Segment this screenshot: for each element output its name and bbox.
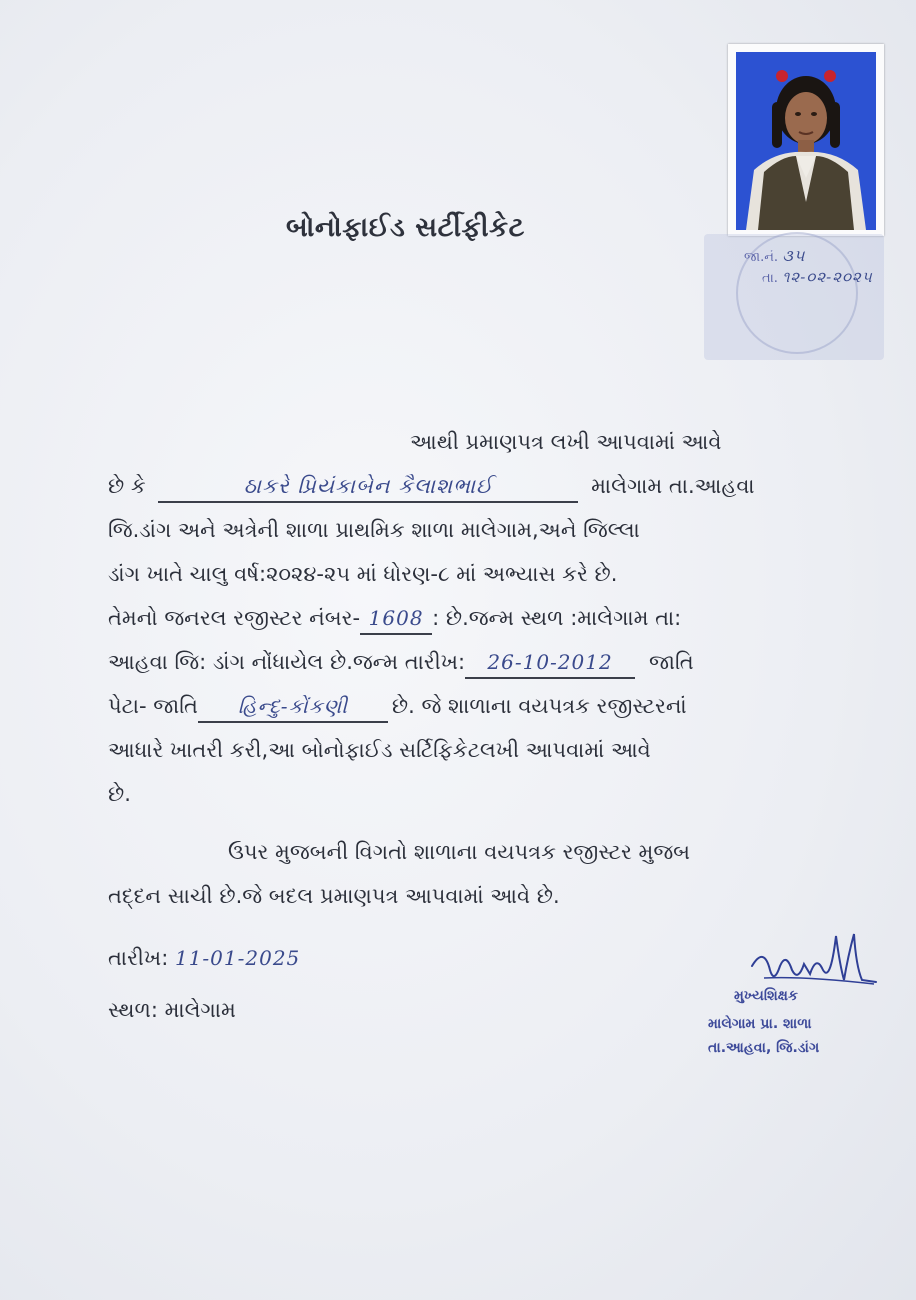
line6-prefix: આહવા જિ: ડાંગ નોંધાયેલ છે.જન્મ તારીખ:: [108, 650, 466, 674]
stamp-date-value: ૧૨-૦૨-૨૦૨૫: [782, 268, 873, 286]
line5-suffix: : છે.જન્મ સ્થળ :માલેગામ તા:: [432, 606, 682, 630]
school-seal-stamp: [704, 234, 884, 360]
line6-suffix: જાતિ: [649, 650, 694, 674]
para2-line-1: ઉપર મુજબની વિગતો શાળાના વયપત્રક રજીસ્ટર મુજબ: [228, 840, 691, 864]
footer-place-label: સ્થળ:: [108, 998, 158, 1022]
line5-prefix: તેમનો જનરલ રજીસ્ટર નંબર-: [108, 606, 361, 630]
footer-date: [108, 936, 808, 980]
footer-place: [108, 988, 808, 1032]
stamp-jan-value: ૩૫: [782, 246, 806, 265]
line2-prefix: છે કે: [108, 474, 146, 498]
para2-line-2: તદ્દન સાચી છે.જે બદલ પ્રમાણપત્ર આપવામાં આવે છે.: [108, 884, 560, 908]
student-portrait: [736, 52, 876, 230]
line2-suffix: માલેગામ તા.આહવા: [591, 474, 755, 498]
register-number-field: 1608: [360, 603, 432, 635]
body-line-2: [108, 464, 808, 508]
body-line-6: [108, 640, 808, 684]
body-line-4: ડાંગ ખાતે ચાલુ વર્ષ:૨૦૨૪-૨૫ માં ધોરણ-૮ માં અભ્યાસ કરે છે.: [108, 562, 618, 586]
footer-place-value: માલેગામ: [164, 998, 236, 1022]
body-line-3: જિ.ડાંગ અને અત્રેની શાળા પ્રાથમિક શાળા માલેગામ,અને જિલ્લા: [108, 518, 640, 542]
signature-role: મુખ્યશિક્ષક: [734, 988, 798, 1004]
footer-date-value: 11-01-2025: [174, 946, 301, 970]
signature-address: તા.આહવા, જિ.ડાંગ: [708, 1040, 820, 1056]
body-line-5: [108, 596, 808, 640]
student-photo: [728, 44, 884, 236]
footer-date-label: તારીખ:: [108, 946, 169, 970]
line7-prefix: પેટા- જાતિ: [108, 694, 198, 718]
body-line-7: [108, 684, 808, 728]
handwritten-signature: [744, 926, 894, 996]
student-name-field: ઠાકરે પ્રિયંકાબેન કૈલાશભાઈ: [158, 471, 578, 503]
body-line-8: આધારે ખાતરી કરી,આ બોનોફાઈડ સર્ટિફિકેટલખી આપવામાં આવે: [108, 738, 651, 762]
stamp-date-label: તા.: [762, 271, 778, 286]
caste-field: હિન્દુ-કોંકણી: [198, 691, 388, 723]
birth-date-field: 26-10-2012: [465, 647, 635, 679]
body-line-9: છે.: [108, 782, 131, 806]
stamp-jan-label: જા.નં.: [744, 250, 779, 265]
certificate-title: બોનોફાઈડ સર્ટીફીકેટ: [286, 212, 525, 243]
signature-school: માલેગામ પ્રા. શાળા: [708, 1016, 812, 1032]
principal-signature-block: [704, 926, 864, 1066]
body-line-1: આથી પ્રમાણપત્ર લખી આપવામાં આવે: [410, 430, 722, 454]
line7-suffix: છે. જે શાળાના વયપત્રક રજીસ્ટરનાં: [391, 694, 687, 718]
